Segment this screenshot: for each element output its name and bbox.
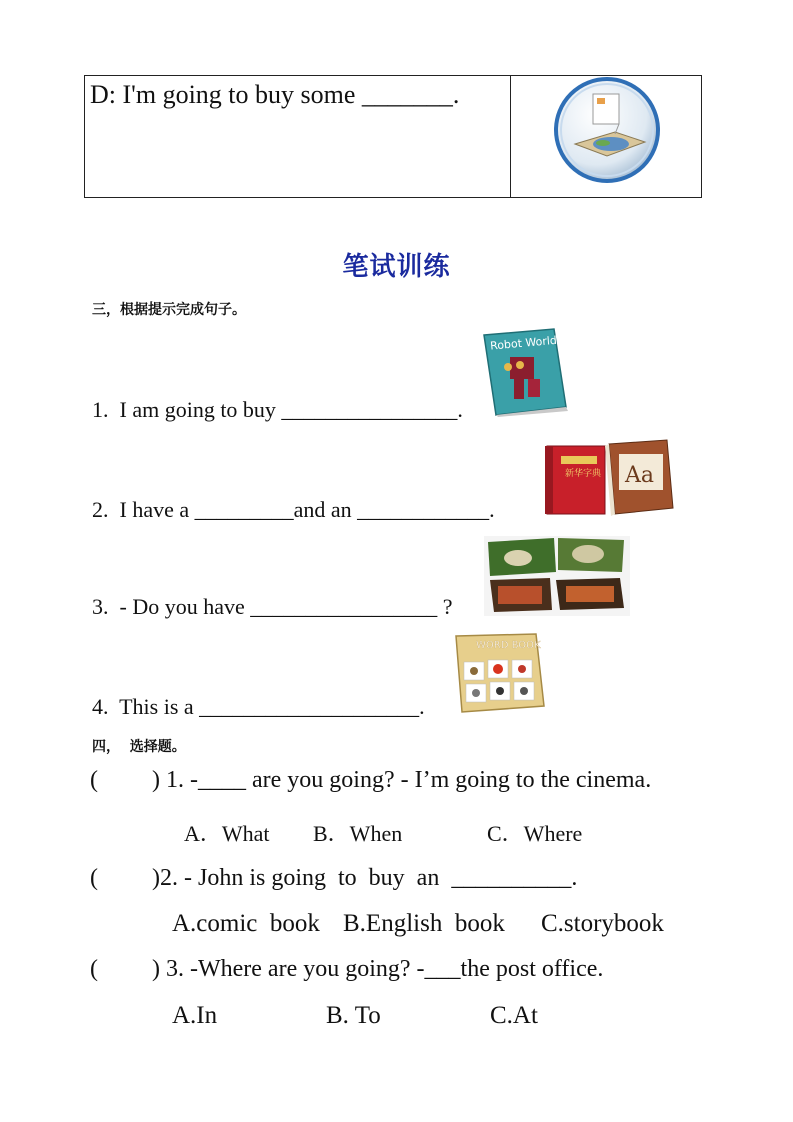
q3-option-b: B. To <box>326 1002 381 1029</box>
table-sentence: D: I'm going to buy some _______. <box>90 80 460 109</box>
q1-option-c: C．Where <box>487 821 583 846</box>
q3-option-a: A.In <box>172 1002 218 1029</box>
dictionaries-icon <box>545 438 675 518</box>
robot-book-icon <box>480 327 572 417</box>
q1-option-a: A．What <box>184 821 270 846</box>
question-1: ( ) 1. -____ are you going? - I’m going to the cinema. <box>90 767 652 793</box>
map-globe-icon <box>553 76 661 184</box>
item-3: 3. - Do you have _________________ ? <box>92 594 453 619</box>
section4-heading: 四， 选择题。 <box>92 739 186 755</box>
q2-option-b: B.English book <box>343 910 505 937</box>
page-title: 笔试训练 <box>342 252 451 282</box>
item-4: 4. This is a ____________________. <box>92 694 425 719</box>
svg-text:新华字典: 新华字典 <box>565 469 602 479</box>
photo-books-icon <box>484 536 630 616</box>
question-2: ( )2. - John is going to buy an __________. <box>90 865 578 891</box>
q3-option-c: C.At <box>490 1002 538 1029</box>
table-divider <box>510 75 511 198</box>
q2-option-c: C.storybook <box>541 910 664 937</box>
q1-option-b: B．When <box>313 821 403 846</box>
word-book-icon <box>454 632 546 714</box>
section3-heading: 三，根据提示完成句子。 <box>92 302 246 318</box>
item-2: 2. I have a _________and an ____________. <box>92 497 495 522</box>
svg-text:Robot World: Robot World <box>489 333 558 353</box>
svg-text:WORD BOOK: WORD BOOK <box>476 640 541 651</box>
svg-text:Aa: Aa <box>625 463 655 488</box>
q2-option-a: A.comic book <box>172 910 320 937</box>
question-3: ( ) 3. -Where are you going? -___the post office. <box>90 956 604 982</box>
item-1: 1. I am going to buy ________________. <box>92 397 463 422</box>
